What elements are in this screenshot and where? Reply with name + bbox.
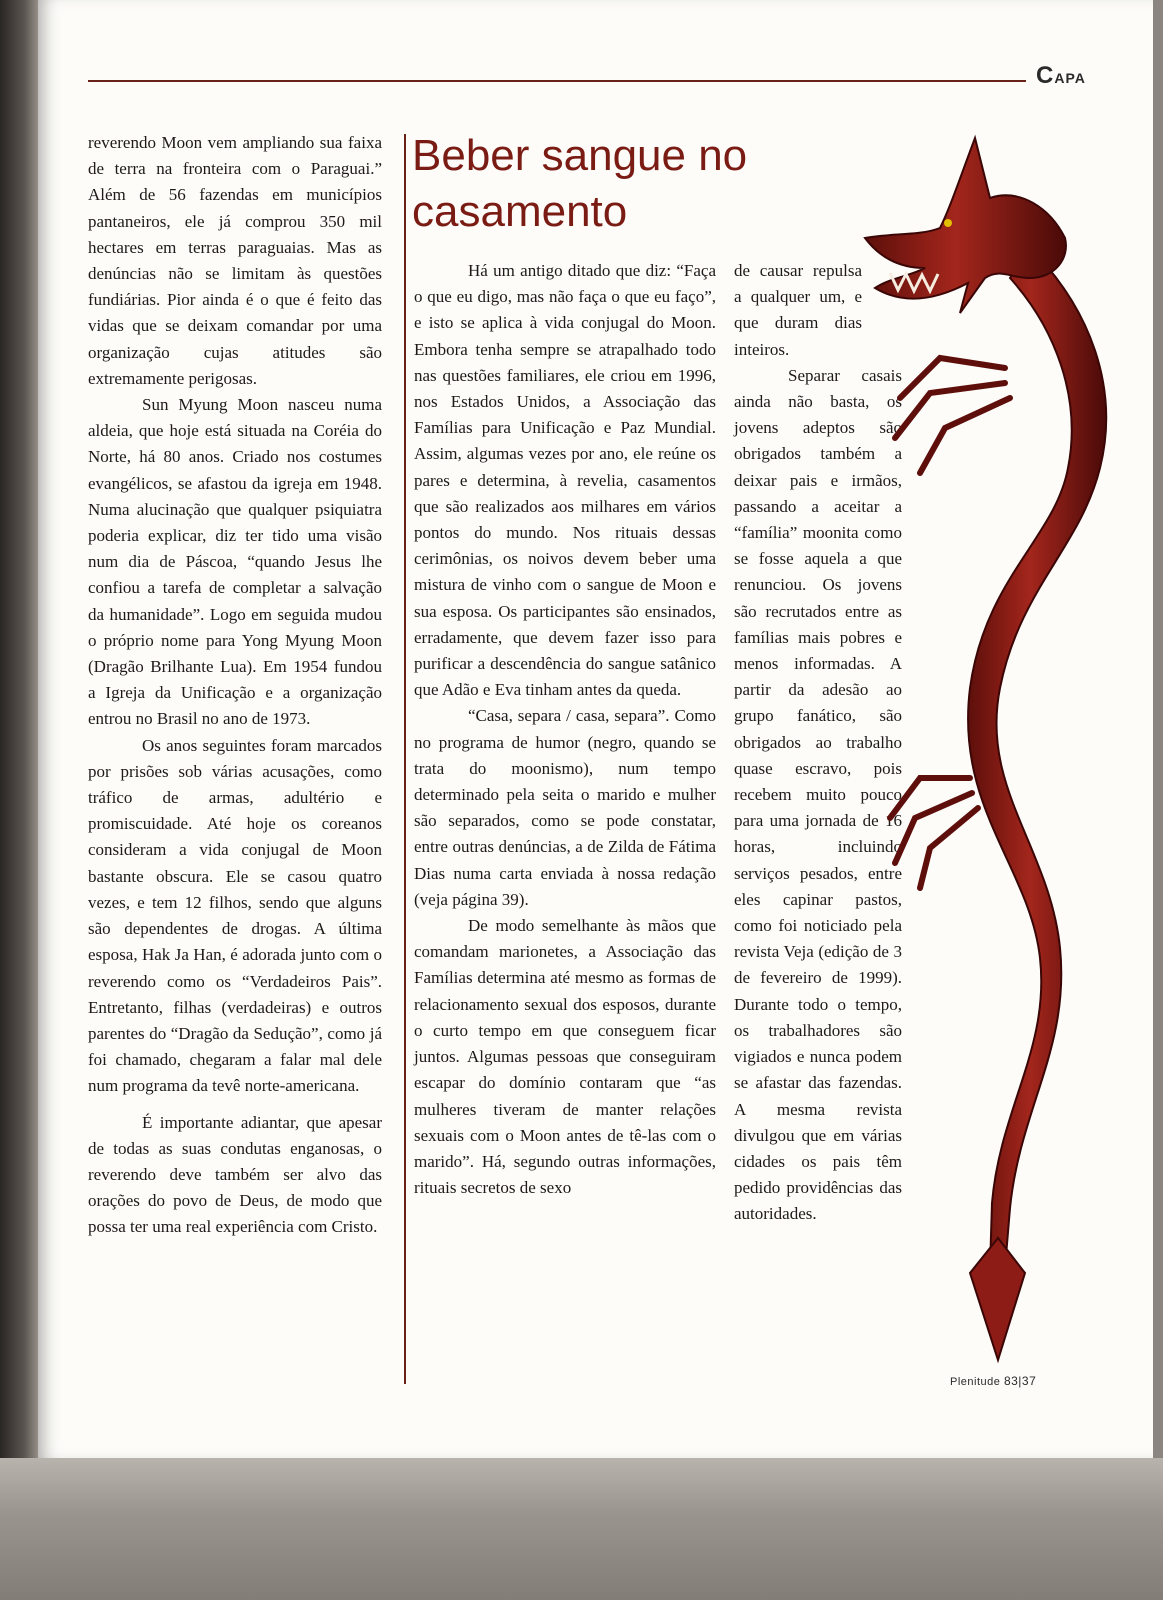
header-rule — [88, 80, 1026, 82]
scan-edge-shadow — [0, 0, 40, 1460]
article-title: Beber sangue no casamento — [412, 131, 748, 236]
page-footer — [950, 1374, 1036, 1388]
issue-page-number: 83|37 — [1003, 1374, 1037, 1388]
col3-paragraph: Separar casais ainda não basta, os jovens adeptos são obrigados também a deixar pais e irmãos, passando a aceitar a “família” moonita como se fosse aquela a que renunciou. Os jovens são recrutados entre as famílias mais pobres e menos informadas. A partir da adesão ao grupo fanático, são obrigados ao trabalho quase escravo, pois recebem muito pouco para uma jornada de 16 horas, incluindo serviços pesados, entre eles capinar pastos, como foi noticiado pela revista Veja (edição de 3 de fevereiro de 1999). Durante todo o tempo, os trabalhadores são vigiados e nunca podem se afastar das fazendas. A mesma revista divulgou que em várias cidades os pais têm pedido providências das autoridades. — [734, 365, 902, 1224]
col1-paragraph: Sun Myung Moon nasceu numa aldeia, que hoje está situada na Coréia do Norte, há 80 anos. Criado nos costumes evangélicos, se afastou da igreja em 1948. Numa alucinação que qualquer psiquiatra poderia explicar, diz ter tido uma visão num dia de Páscoa, “quando Jesus lhe confiou a tarefa de completar a salvação da humanidade”. Logo em seguida mudou o próprio nome para Yong Myung Moon (Dragão Brilhante Lua). Em 1954 fundou a Igreja da Unificação e a organização entrou no Brasil no ano de 1973. — [88, 395, 382, 729]
magazine-name: Plenitude — [950, 1376, 1001, 1388]
section-label-rest: APA — [1054, 70, 1086, 86]
article-column-1 — [88, 130, 382, 1241]
col1-paragraph: Os anos seguintes foram marcados por prisões sob várias acusações, como tráfico de armas, adultério e promiscuidade. Até hoje os coreanos consideram a vida conjugal de Moon bastante obscura. Ele se casou quatro vezes, e tem 12 filhos, sendo que alguns são dependentes de drogas. A última esposa, Hak Ja Han, é adorada junto com o reverendo como os “Verdadeiros Pais”. Entretanto, filhas (verdadeiras) e outros parentes do “Dragão da Sedução”, como já foi chamado, chegaram a falar mal dele num programa da tevê norte-americana. — [88, 735, 382, 1096]
col2-paragraph: De modo semelhante às mãos que comandam marionetes, a Associação das Famílias determina até mesmo as formas de relacionamento sexual dos esposos, durante o curto tempo em que conseguem ficar juntos. Algumas pessoas que conseguiram escapar do domínio contaram que “as mulheres tiveram de manter relações sexuais com o Moon antes de tê-las com o marido”. Há, segundo outras informações, rituais secretos de sexo — [414, 916, 716, 1198]
col1-paragraph: É importante adiantar, que apesar de todas as suas condutas enganosas, o reverendo deve também ser alvo das orações do povo de Deus, de modo que possa ter uma real experiência com Cristo. — [88, 1112, 382, 1237]
red-dragon-illustration — [820, 128, 1120, 1368]
column-divider — [404, 134, 406, 1384]
col3-paragraph: de causar repulsa a qualquer um, e que duram dias inteiros. — [734, 261, 862, 359]
scan-bottom-margin — [0, 1458, 1163, 1600]
col2-paragraph: “Casa, separa / casa, separa”. Como no programa de humor (negro, quando se trata do moonismo), num tempo determinado pela seita o marido e mulher são separados, como se pode constatar, entre outras denúncias, a de Zilda de Fátima Dias numa carta enviada à nossa redação (veja página 39). — [414, 706, 716, 909]
col1-paragraph: reverendo Moon vem ampliando sua faixa de terra na fronteira com o Paraguai.” Além de 56 fazendas em municípios pantaneiros, ele já comprou 350 mil hectares em terras paraguaias. Mas as denúncias não se limitam às questões fundiárias. Pior ainda é o que é feito das vidas que se deixam comandar por uma organização cujas atitudes são extremamente perigosas. — [88, 133, 382, 388]
section-label — [1036, 62, 1086, 90]
section-label-initial: C — [1036, 62, 1055, 89]
col2-paragraph: Há um antigo ditado que diz: “Faça o que eu digo, mas não faça o que eu faço”, e isto se aplica à vida conjugal do Moon. Embora tenha sempre se atrapalhado todo nas questões familiares, ele criou em 1996, nos Estados Unidos, a Associação das Famílias para Unificação e Paz Mundial. Assim, algumas vezes por ano, ele reúne os pares e determina, à revelia, casamentos que são realizados aos milhares em vários pontos do mundo. Nos rituais dessas cerimônias, os noivos devem beber uma mistura de vinho com o sangue de Moon e sua esposa. Os participantes são ensinados, erradamente, que devem fazer isso para purificar a descendência do sangue satânico que Adão e Eva tinham antes da queda. — [414, 261, 716, 700]
article-column-2 — [414, 258, 716, 1201]
